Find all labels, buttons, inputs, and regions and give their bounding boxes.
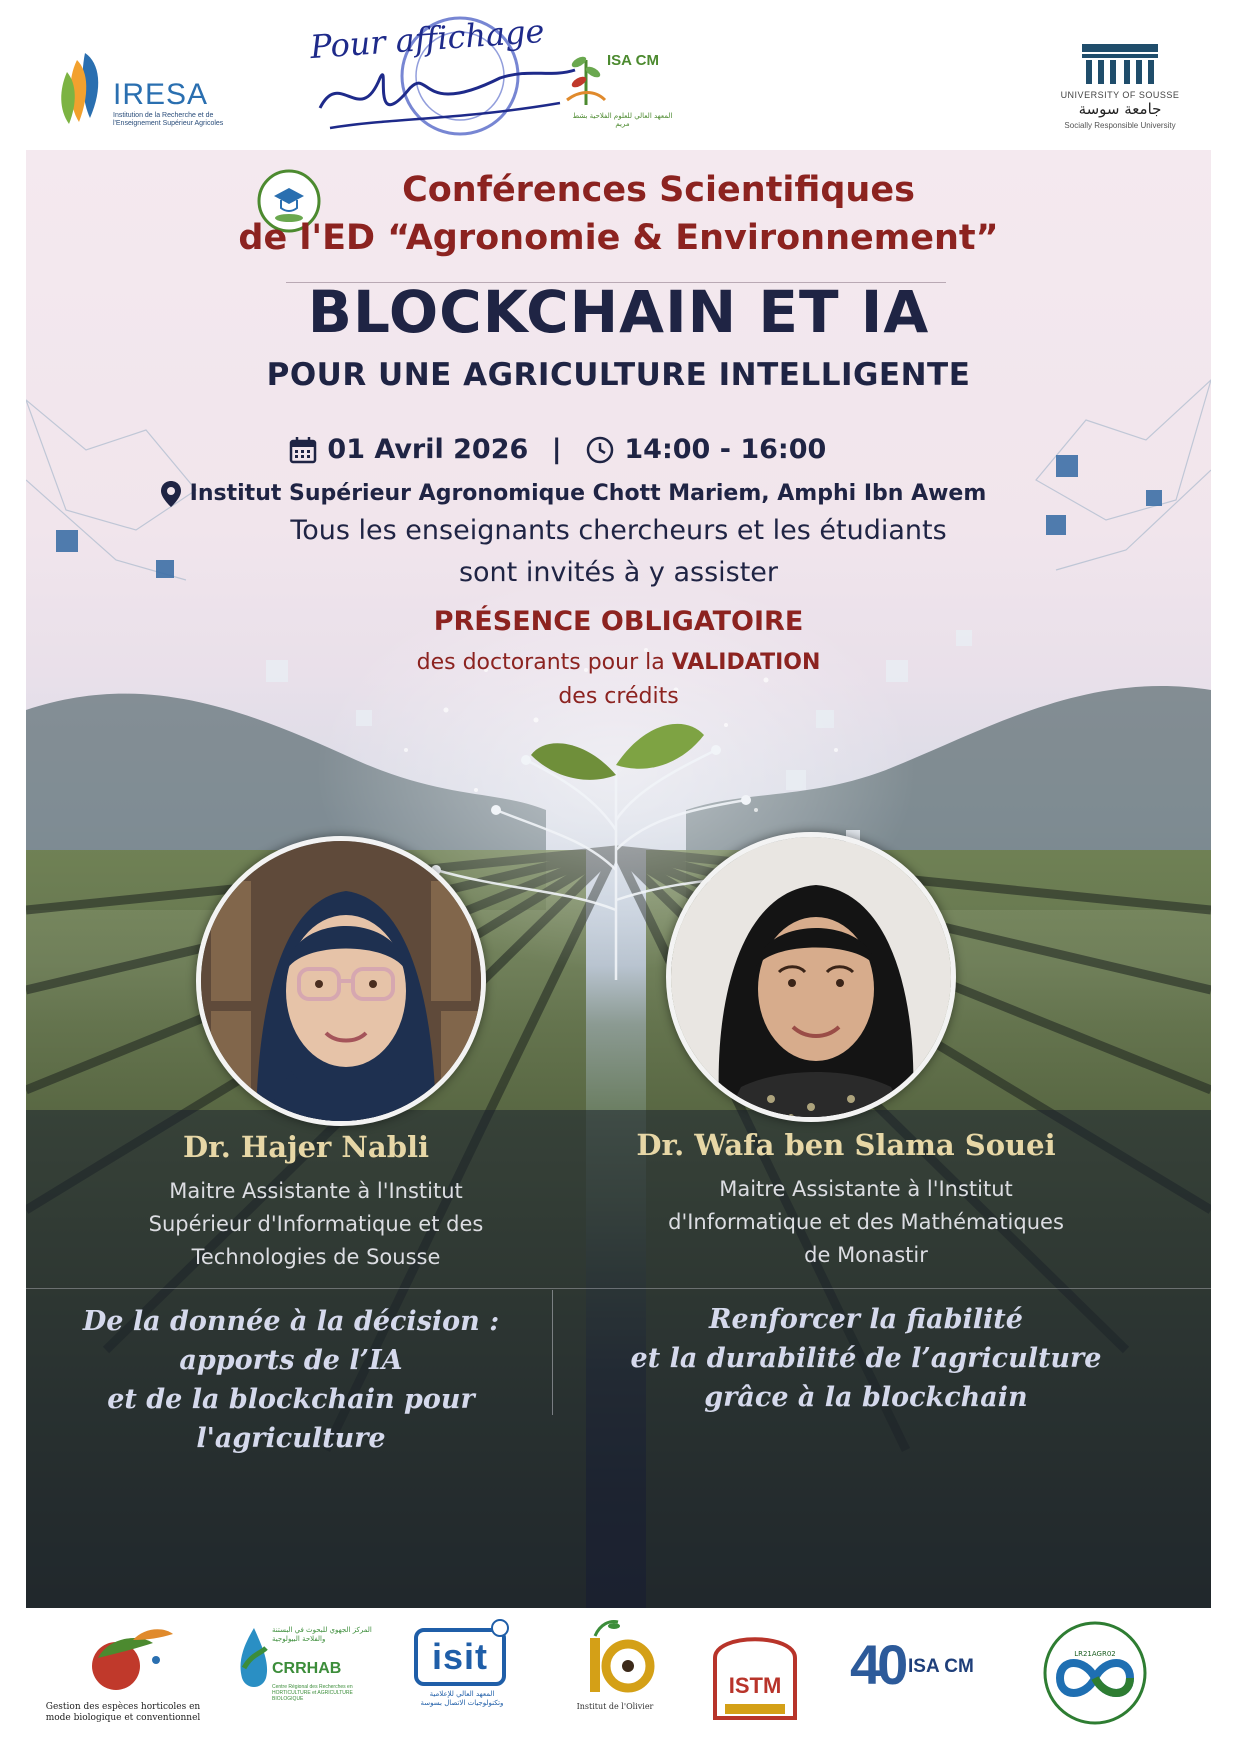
university-building-icon bbox=[1052, 40, 1188, 88]
event-date: 01 Avril 2026 bbox=[327, 434, 529, 465]
speaker-1-role-line-3: Technologies de Sousse bbox=[191, 1245, 441, 1269]
isacm-plant-icon bbox=[565, 40, 607, 110]
speaker-2-talk-line-3: grâce à la blockchain bbox=[704, 1382, 1028, 1413]
agrobiodiversite-lab-logo bbox=[1030, 1618, 1160, 1728]
speaker-2-role-line-1: Maitre Assistante à l'Institut bbox=[719, 1177, 1013, 1201]
speaker-1-role-line-1: Maitre Assistante à l'Institut bbox=[169, 1179, 463, 1203]
isacm-40-name: ISA CM bbox=[908, 1656, 974, 1677]
calendar-icon bbox=[288, 435, 318, 465]
credit-note-line-2: des crédits bbox=[558, 684, 679, 709]
isit-arabic: المعهد العالي للإعلامية وتكنولوجيات الاتصال بسوسة bbox=[420, 1690, 504, 1707]
isacm-arabic: المعهد العالي للعلوم الفلاحية بشط مريم bbox=[572, 112, 673, 128]
isacm-40-years-logo bbox=[850, 1618, 1000, 1728]
speaker-1-role-line-2: Supérieur d'Informatique et des bbox=[148, 1212, 484, 1236]
crrhab-drop-icon bbox=[232, 1618, 272, 1698]
isacm-logo bbox=[565, 40, 680, 135]
speaker-2-talk-line-2: et la durabilité de l’agriculture bbox=[630, 1343, 1102, 1374]
talks-divider bbox=[26, 1288, 1211, 1289]
istm-seal-icon bbox=[705, 1618, 805, 1728]
invitation-line-2: sont invités à y assister bbox=[458, 557, 779, 588]
iresa-subtitle: Institution de la Recherche et de l'Enseignement Supérieur Agricoles bbox=[113, 112, 224, 127]
istm-logo bbox=[705, 1618, 805, 1728]
speaker-2-role-line-3: de Monastir bbox=[804, 1243, 928, 1267]
credit-validation-note bbox=[26, 646, 1211, 714]
datetime-separator: | bbox=[551, 434, 562, 465]
location-pin-icon bbox=[160, 480, 182, 508]
speaker-1-talk-line-2: apports de l’IA bbox=[179, 1345, 403, 1376]
olivier-caption: Institut de l'Olivier bbox=[576, 1702, 654, 1711]
iresa-logo bbox=[55, 48, 245, 138]
university-name-en: UNIVERSITY OF SOUSSE bbox=[1060, 90, 1180, 100]
institut-olivier-logo bbox=[570, 1618, 660, 1728]
crrhab-arabic: المركز الجهوي للبحوث في البستنة والفلاحة البيولوجية bbox=[272, 1626, 372, 1643]
svg-text:LR21AGR02: LR21AGR02 bbox=[1074, 1650, 1116, 1658]
speaker-1-photo bbox=[196, 836, 486, 1126]
speaker-1-name: Dr. Hajer Nabli bbox=[182, 1130, 430, 1164]
crrhab-name: CRRHAB bbox=[272, 1660, 342, 1677]
university-sousse-logo bbox=[1052, 40, 1188, 135]
doctoral-school-name: de l'ED “Agronomie & Environnement” bbox=[238, 218, 999, 258]
speaker-1-role bbox=[46, 1175, 586, 1274]
speaker-2-role-line-2: d'Informatique et des Mathématiques bbox=[668, 1210, 1064, 1234]
speaker-2-photo bbox=[666, 832, 956, 1122]
conference-poster bbox=[26, 150, 1211, 1608]
clock-icon bbox=[585, 435, 615, 465]
iresa-name: IRESA bbox=[113, 78, 209, 111]
iresa-leaf-icon bbox=[55, 48, 115, 128]
university-tagline: Socially Responsible University bbox=[1064, 121, 1176, 130]
director-signature-stamp bbox=[300, 8, 590, 158]
speaker-1-talk-line-3: et de la blockchain pour l'agriculture bbox=[107, 1384, 475, 1454]
speaker-2-talk-title bbox=[566, 1300, 1166, 1417]
credit-note-line-1-text: des doctorants pour la bbox=[416, 650, 672, 675]
speaker-2-role bbox=[586, 1173, 1146, 1272]
crrhab-logo bbox=[232, 1618, 372, 1728]
infinity-lab-icon bbox=[1030, 1618, 1160, 1728]
event-subtitle: POUR UNE AGRICULTURE INTELLIGENTE bbox=[266, 357, 971, 393]
speaker-2-avatar bbox=[671, 837, 956, 1122]
event-time: 14:00 - 16:00 bbox=[624, 434, 827, 465]
mandatory-attendance: PRÉSENCE OBLIGATOIRE bbox=[433, 606, 804, 637]
university-name-ar: جامعة سوسة bbox=[1078, 100, 1162, 118]
event-title: BLOCKCHAIN ET IA bbox=[307, 278, 930, 346]
isacm-name: ISA CM bbox=[607, 52, 659, 69]
olive-branch-icon bbox=[570, 1618, 660, 1700]
gestion-caption: Gestion des espèces horticoles en mode biologique et conventionnel bbox=[45, 1702, 201, 1723]
crrhab-subtitle: Centre Régional des Recherches en HORTICULTURE et AGRICULTURE BIOLOGIQUE bbox=[272, 1684, 353, 1702]
invitation-text bbox=[26, 510, 1211, 594]
speaker-2-name: Dr. Wafa ben Slama Souei bbox=[636, 1128, 1056, 1162]
credit-note-validation: VALIDATION bbox=[671, 650, 821, 675]
credit-note-line-1 bbox=[26, 646, 1211, 680]
speaker-1-avatar bbox=[201, 841, 486, 1126]
gestion-horticole-logo bbox=[38, 1618, 208, 1728]
speaker-1-talk-line-1: De la donnée à la décision : bbox=[82, 1306, 500, 1337]
partner-logos bbox=[0, 1610, 1238, 1750]
conference-series-title: Conférences Scientifiques bbox=[402, 170, 915, 210]
header-logos bbox=[0, 0, 1238, 150]
event-location-text: Institut Supérieur Agronomique Chott Mariem, Amphi Ibn Awem bbox=[189, 481, 987, 506]
svg-text:ISTM: ISTM bbox=[728, 1673, 782, 1698]
handwritten-note: Pour affichage bbox=[308, 11, 546, 67]
horticulture-leaf-icon bbox=[38, 1618, 208, 1700]
event-location bbox=[160, 480, 986, 508]
invitation-line-1: Tous les enseignants chercheurs et les étudiants bbox=[290, 515, 947, 546]
speaker-1-talk-title bbox=[26, 1302, 556, 1458]
isit-name: isit bbox=[431, 1636, 488, 1677]
event-datetime bbox=[288, 433, 826, 473]
anniversary-number: 40 bbox=[850, 1633, 905, 1696]
isit-logo bbox=[412, 1618, 512, 1728]
speaker-2-talk-line-1: Renforcer la fiabilité bbox=[709, 1304, 1023, 1335]
